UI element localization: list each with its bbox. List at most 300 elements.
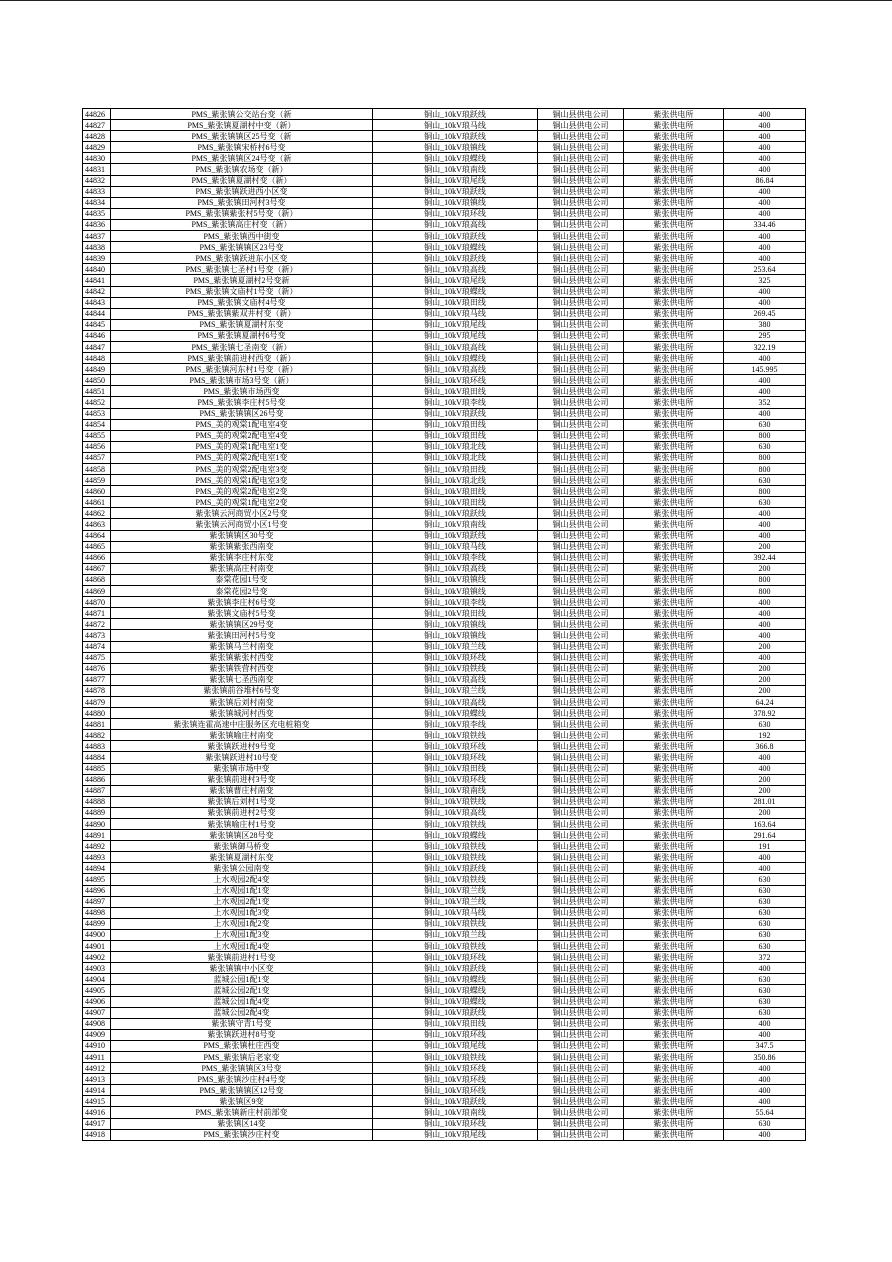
transformer-name-cell: 紫张镇镇区29号变: [111, 619, 373, 630]
page-top-rule: [0, 0, 892, 1]
table-row: [83, 530, 806, 541]
transformer-name-cell: 紫张镇夏湖村东变: [111, 852, 373, 863]
transformer-name-cell: 紫张镇后刘村南变: [111, 696, 373, 707]
row-id-cell: 44861: [83, 497, 111, 508]
row-id-cell: 44899: [83, 918, 111, 929]
station-cell: 紫张供电所: [624, 685, 724, 696]
capacity-cell: 400: [724, 752, 806, 763]
feeder-line-cell: 铜山_10kV琅蝶线: [373, 708, 538, 719]
capacity-cell: 400: [724, 120, 806, 131]
feeder-line-cell: 铜山_10kV琅田线: [373, 486, 538, 497]
feeder-line-cell: 铜山_10kV琅田线: [373, 763, 538, 774]
table-row: [83, 996, 806, 1007]
feeder-line-cell: 铜山_10kV琅尾线: [373, 1129, 538, 1140]
transformer-name-cell: 泰棠花园2号变: [111, 586, 373, 597]
row-id-cell: 44879: [83, 696, 111, 707]
station-cell: 紫张供电所: [624, 874, 724, 885]
company-cell: 铜山县供电公司: [538, 641, 624, 652]
company-cell: 铜山县供电公司: [538, 708, 624, 719]
capacity-cell: 400: [724, 530, 806, 541]
capacity-cell: 630: [724, 918, 806, 929]
row-id-cell: 44881: [83, 719, 111, 730]
company-cell: 铜山县供电公司: [538, 519, 624, 530]
feeder-line-cell: 铜山_10kV琅铁线: [373, 874, 538, 885]
feeder-line-cell: 铜山_10kV琅田线: [373, 1018, 538, 1029]
transformer-name-cell: PMS_紫张镇后老家变: [111, 1051, 373, 1062]
table-row: [83, 386, 806, 397]
feeder-line-cell: 铜山_10kV琅跃线: [373, 1096, 538, 1107]
company-cell: 铜山县供电公司: [538, 330, 624, 341]
station-cell: 紫张供电所: [624, 1074, 724, 1085]
station-cell: 紫张供电所: [624, 708, 724, 719]
capacity-cell: 372: [724, 952, 806, 963]
station-cell: 紫张供电所: [624, 996, 724, 1007]
row-id-cell: 44887: [83, 785, 111, 796]
transformer-name-cell: 紫张镇区9变: [111, 1096, 373, 1107]
row-id-cell: 44908: [83, 1018, 111, 1029]
station-cell: 紫张供电所: [624, 918, 724, 929]
company-cell: 铜山县供电公司: [538, 985, 624, 996]
station-cell: 紫张供电所: [624, 796, 724, 807]
row-id-cell: 44855: [83, 430, 111, 441]
station-cell: 紫张供电所: [624, 175, 724, 186]
feeder-line-cell: 铜山_10kV琅尾线: [373, 1040, 538, 1051]
transformer-name-cell: 紫张镇后刘村1号变: [111, 796, 373, 807]
station-cell: 紫张供电所: [624, 1096, 724, 1107]
company-cell: 铜山县供电公司: [538, 608, 624, 619]
station-cell: 紫张供电所: [624, 197, 724, 208]
row-id-cell: 44901: [83, 941, 111, 952]
company-cell: 铜山县供电公司: [538, 231, 624, 242]
feeder-line-cell: 铜山_10kV琅跃线: [373, 1007, 538, 1018]
feeder-line-cell: 铜山_10kV琅镇线: [373, 586, 538, 597]
station-cell: 紫张供电所: [624, 308, 724, 319]
station-cell: 紫张供电所: [624, 952, 724, 963]
row-id-cell: 44882: [83, 730, 111, 741]
capacity-cell: 630: [724, 985, 806, 996]
transformer-name-cell: PMS_紫张镇镇区26号变: [111, 408, 373, 419]
row-id-cell: 44916: [83, 1107, 111, 1118]
company-cell: 铜山县供电公司: [538, 286, 624, 297]
station-cell: 紫张供电所: [624, 253, 724, 264]
row-id-cell: 44907: [83, 1007, 111, 1018]
table-row: [83, 841, 806, 852]
feeder-line-cell: 铜山_10kV琅马线: [373, 541, 538, 552]
capacity-cell: 400: [724, 1129, 806, 1140]
transformer-name-cell: PMS_紫张镇高庄村变（新）: [111, 219, 373, 230]
station-cell: 紫张供电所: [624, 1029, 724, 1040]
capacity-cell: 200: [724, 685, 806, 696]
feeder-line-cell: 铜山_10kV琅田线: [373, 419, 538, 430]
transformer-name-cell: PMS_美的观棠2配电室1变: [111, 452, 373, 463]
station-cell: 紫张供电所: [624, 608, 724, 619]
transformer-name-cell: PMS_紫张镇沙庄村变: [111, 1129, 373, 1140]
transformer-name-cell: 蓝城公园2配1变: [111, 985, 373, 996]
transformer-name-cell: PMS_紫张镇文庙村1号变（新）: [111, 286, 373, 297]
transformer-name-cell: 上水观园1配3变: [111, 907, 373, 918]
station-cell: 紫张供电所: [624, 508, 724, 519]
feeder-line-cell: 铜山_10kV琅高线: [373, 674, 538, 685]
row-id-cell: 44843: [83, 297, 111, 308]
station-cell: 紫张供电所: [624, 752, 724, 763]
company-cell: 铜山县供电公司: [538, 785, 624, 796]
table-row: [83, 486, 806, 497]
transformer-name-cell: 紫张镇市场中变: [111, 763, 373, 774]
capacity-cell: 630: [724, 419, 806, 430]
table-row: [83, 142, 806, 153]
station-cell: 紫张供电所: [624, 441, 724, 452]
row-id-cell: 44913: [83, 1074, 111, 1085]
capacity-cell: 400: [724, 1018, 806, 1029]
transformer-name-cell: PMS_紫张镇沙庄村4号变: [111, 1074, 373, 1085]
row-id-cell: 44893: [83, 852, 111, 863]
feeder-line-cell: 铜山_10kV琅李线: [373, 597, 538, 608]
station-cell: 紫张供电所: [624, 929, 724, 940]
station-cell: 紫张供电所: [624, 574, 724, 585]
station-cell: 紫张供电所: [624, 1107, 724, 1118]
row-id-cell: 44852: [83, 397, 111, 408]
company-cell: 铜山县供电公司: [538, 197, 624, 208]
table-row: [83, 552, 806, 563]
company-cell: 铜山县供电公司: [538, 541, 624, 552]
row-id-cell: 44853: [83, 408, 111, 419]
table-row: [83, 730, 806, 741]
feeder-line-cell: 铜山_10kV琅田线: [373, 464, 538, 475]
table-row: [83, 109, 806, 120]
table-row: [83, 952, 806, 963]
capacity-cell: 800: [724, 574, 806, 585]
station-cell: 紫张供电所: [624, 630, 724, 641]
capacity-cell: 347.5: [724, 1040, 806, 1051]
row-id-cell: 44911: [83, 1051, 111, 1062]
table-row: [83, 1051, 806, 1062]
company-cell: 铜山县供电公司: [538, 364, 624, 375]
feeder-line-cell: 铜山_10kV琅田线: [373, 386, 538, 397]
row-id-cell: 44836: [83, 219, 111, 230]
capacity-cell: 400: [724, 375, 806, 386]
feeder-line-cell: 铜山_10kV琅蝶线: [373, 242, 538, 253]
transformer-name-cell: 紫张镇曹庄村南变: [111, 785, 373, 796]
transformer-name-cell: PMS_紫张镇夏湖村中变（新）: [111, 120, 373, 131]
feeder-line-cell: 铜山_10kV琅兰线: [373, 885, 538, 896]
company-cell: 铜山县供电公司: [538, 619, 624, 630]
capacity-cell: 400: [724, 386, 806, 397]
table-row: [83, 574, 806, 585]
company-cell: 铜山县供电公司: [538, 952, 624, 963]
feeder-line-cell: 铜山_10kV琅高线: [373, 219, 538, 230]
row-id-cell: 44827: [83, 120, 111, 131]
transformer-name-cell: PMS_紫张镇紫张村5号变（新）: [111, 208, 373, 219]
feeder-line-cell: 铜山_10kV琅铁线: [373, 941, 538, 952]
transformer-name-cell: PMS_紫张镇镇区24号变（新: [111, 153, 373, 164]
table-row: [83, 608, 806, 619]
capacity-cell: 400: [724, 186, 806, 197]
feeder-line-cell: 铜山_10kV琅跃线: [373, 253, 538, 264]
capacity-cell: 400: [724, 763, 806, 774]
table-row: [83, 974, 806, 985]
table-row: [83, 375, 806, 386]
transformer-name-cell: PMS_紫张镇市场3号变（新）: [111, 375, 373, 386]
transformer-name-cell: PMS_紫张镇紫双井村变（新）: [111, 308, 373, 319]
feeder-line-cell: 铜山_10kV琅李线: [373, 719, 538, 730]
transformer-name-cell: PMS_紫张镇夏湖村6号变: [111, 330, 373, 341]
table-row: [83, 874, 806, 885]
station-cell: 紫张供电所: [624, 1007, 724, 1018]
transformer-name-cell: PMS_紫张镇镇区3号变: [111, 1063, 373, 1074]
station-cell: 紫张供电所: [624, 497, 724, 508]
capacity-cell: 800: [724, 486, 806, 497]
row-id-cell: 44846: [83, 330, 111, 341]
row-id-cell: 44865: [83, 541, 111, 552]
table-row: [83, 1074, 806, 1085]
company-cell: 铜山县供电公司: [538, 441, 624, 452]
table-row: [83, 685, 806, 696]
station-cell: 紫张供电所: [624, 142, 724, 153]
transformer-name-cell: 紫张镇喻庄村南变: [111, 730, 373, 741]
capacity-cell: 325: [724, 275, 806, 286]
row-id-cell: 44847: [83, 341, 111, 352]
station-cell: 紫张供电所: [624, 186, 724, 197]
feeder-line-cell: 铜山_10kV琅北线: [373, 441, 538, 452]
company-cell: 铜山县供电公司: [538, 597, 624, 608]
table-row: [83, 541, 806, 552]
station-cell: 紫张供电所: [624, 486, 724, 497]
transformer-name-cell: 紫张镇跃进村8号变: [111, 1029, 373, 1040]
company-cell: 铜山县供电公司: [538, 819, 624, 830]
company-cell: 铜山县供电公司: [538, 208, 624, 219]
row-id-cell: 44912: [83, 1063, 111, 1074]
company-cell: 铜山县供电公司: [538, 841, 624, 852]
capacity-cell: 400: [724, 142, 806, 153]
table-row: [83, 630, 806, 641]
station-cell: 紫张供电所: [624, 941, 724, 952]
station-cell: 紫张供电所: [624, 153, 724, 164]
company-cell: 铜山县供电公司: [538, 242, 624, 253]
transformer-name-cell: 紫张镇李庄村东变: [111, 552, 373, 563]
row-id-cell: 44854: [83, 419, 111, 430]
transformer-name-cell: 紫张镇铁营村西变: [111, 663, 373, 674]
table-row: [83, 774, 806, 785]
station-cell: 紫张供电所: [624, 286, 724, 297]
feeder-line-cell: 铜山_10kV琅跃线: [373, 109, 538, 120]
station-cell: 紫张供电所: [624, 907, 724, 918]
table-row: [83, 652, 806, 663]
station-cell: 紫张供电所: [624, 319, 724, 330]
company-cell: 铜山县供电公司: [538, 852, 624, 863]
company-cell: 铜山县供电公司: [538, 120, 624, 131]
capacity-cell: 630: [724, 907, 806, 918]
feeder-line-cell: 铜山_10kV琅环线: [373, 1074, 538, 1085]
station-cell: 紫张供电所: [624, 530, 724, 541]
station-cell: 紫张供电所: [624, 774, 724, 785]
table-row: [83, 807, 806, 818]
transformer-name-cell: 紫张镇守青1号变: [111, 1018, 373, 1029]
row-id-cell: 44905: [83, 985, 111, 996]
table-row: [83, 364, 806, 375]
feeder-line-cell: 铜山_10kV琅跃线: [373, 963, 538, 974]
transformer-name-cell: PMS_紫张镇河东村1号变（新）: [111, 364, 373, 375]
transformer-name-cell: 上水观园1配1变: [111, 885, 373, 896]
table-row: [83, 708, 806, 719]
company-cell: 铜山县供电公司: [538, 941, 624, 952]
row-id-cell: 44835: [83, 208, 111, 219]
feeder-line-cell: 铜山_10kV琅高线: [373, 696, 538, 707]
capacity-cell: 400: [724, 852, 806, 863]
station-cell: 紫张供电所: [624, 1118, 724, 1129]
feeder-line-cell: 铜山_10kV琅尾线: [373, 319, 538, 330]
capacity-cell: 400: [724, 1085, 806, 1096]
spreadsheet-area: [82, 108, 806, 1141]
station-cell: 紫张供电所: [624, 719, 724, 730]
row-id-cell: 44856: [83, 441, 111, 452]
capacity-cell: 400: [724, 652, 806, 663]
transformer-name-cell: 紫张镇跃进村9号变: [111, 741, 373, 752]
capacity-cell: 400: [724, 508, 806, 519]
capacity-cell: 253.64: [724, 264, 806, 275]
feeder-line-cell: 铜山_10kV琅高线: [373, 563, 538, 574]
capacity-cell: 630: [724, 896, 806, 907]
station-cell: 紫张供电所: [624, 297, 724, 308]
company-cell: 铜山县供电公司: [538, 874, 624, 885]
station-cell: 紫张供电所: [624, 120, 724, 131]
table-row: [83, 264, 806, 275]
company-cell: 铜山县供电公司: [538, 830, 624, 841]
feeder-line-cell: 铜山_10kV琅环线: [373, 652, 538, 663]
capacity-cell: 400: [724, 197, 806, 208]
table-row: [83, 1018, 806, 1029]
company-cell: 铜山县供电公司: [538, 586, 624, 597]
row-id-cell: 44915: [83, 1096, 111, 1107]
table-row: [83, 275, 806, 286]
table-row: [83, 852, 806, 863]
transformer-name-cell: 上水观园2配4变: [111, 874, 373, 885]
feeder-line-cell: 铜山_10kV琅李线: [373, 397, 538, 408]
station-cell: 紫张供电所: [624, 819, 724, 830]
row-id-cell: 44834: [83, 197, 111, 208]
feeder-line-cell: 铜山_10kV琅环线: [373, 752, 538, 763]
station-cell: 紫张供电所: [624, 807, 724, 818]
station-cell: 紫张供电所: [624, 597, 724, 608]
capacity-cell: 200: [724, 774, 806, 785]
transformer-name-cell: PMS_紫张镇前进村西变（新）: [111, 353, 373, 364]
table-row: [83, 663, 806, 674]
station-cell: 紫张供电所: [624, 741, 724, 752]
transformer-name-cell: 紫张镇御马桥变: [111, 841, 373, 852]
capacity-cell: 269.45: [724, 308, 806, 319]
station-cell: 紫张供电所: [624, 885, 724, 896]
capacity-cell: 630: [724, 719, 806, 730]
table-row: [83, 597, 806, 608]
station-cell: 紫张供电所: [624, 674, 724, 685]
feeder-line-cell: 铜山_10kV琅蝶线: [373, 353, 538, 364]
row-id-cell: 44885: [83, 763, 111, 774]
feeder-line-cell: 铜山_10kV琅环线: [373, 774, 538, 785]
row-id-cell: 44860: [83, 486, 111, 497]
feeder-line-cell: 铜山_10kV琅高线: [373, 264, 538, 275]
company-cell: 铜山县供电公司: [538, 907, 624, 918]
feeder-line-cell: 铜山_10kV琅尾线: [373, 275, 538, 286]
table-row: [83, 330, 806, 341]
station-cell: 紫张供电所: [624, 663, 724, 674]
table-row: [83, 131, 806, 142]
row-id-cell: 44906: [83, 996, 111, 1007]
row-id-cell: 44874: [83, 641, 111, 652]
transformer-name-cell: PMS_紫张镇西中街变: [111, 231, 373, 242]
feeder-line-cell: 铜山_10kV琅环线: [373, 741, 538, 752]
feeder-line-cell: 铜山_10kV琅兰线: [373, 896, 538, 907]
row-id-cell: 44837: [83, 231, 111, 242]
capacity-cell: 200: [724, 563, 806, 574]
capacity-cell: 400: [724, 297, 806, 308]
table-row: [83, 752, 806, 763]
transformer-name-cell: PMS_紫张镇镇区12号变: [111, 1085, 373, 1096]
transformer-name-cell: 紫张镇紫张村西变: [111, 652, 373, 663]
company-cell: 铜山县供电公司: [538, 153, 624, 164]
capacity-cell: 400: [724, 1096, 806, 1107]
table-row: [83, 863, 806, 874]
transformer-name-cell: PMS_紫张镇夏湖村变（新）: [111, 175, 373, 186]
transformer-name-cell: PMS_美的观棠2配电室2变: [111, 486, 373, 497]
company-cell: 铜山县供电公司: [538, 164, 624, 175]
feeder-line-cell: 铜山_10kV琅田线: [373, 608, 538, 619]
row-id-cell: 44833: [83, 186, 111, 197]
transformer-name-cell: 紫张镇紫张西南变: [111, 541, 373, 552]
table-row: [83, 341, 806, 352]
table-row: [83, 164, 806, 175]
row-id-cell: 44859: [83, 475, 111, 486]
capacity-cell: 800: [724, 464, 806, 475]
feeder-line-cell: 铜山_10kV琅镇线: [373, 142, 538, 153]
row-id-cell: 44868: [83, 574, 111, 585]
transformer-name-cell: 蓝城公园1配4变: [111, 996, 373, 1007]
capacity-cell: 400: [724, 164, 806, 175]
row-id-cell: 44877: [83, 674, 111, 685]
company-cell: 铜山县供电公司: [538, 297, 624, 308]
capacity-cell: 630: [724, 996, 806, 1007]
transformer-name-cell: PMS_紫张镇杜庄西变: [111, 1040, 373, 1051]
table-row: [83, 208, 806, 219]
table-row: [83, 319, 806, 330]
table-row: [83, 896, 806, 907]
feeder-line-cell: 铜山_10kV琅蝶线: [373, 996, 538, 1007]
station-cell: 紫张供电所: [624, 353, 724, 364]
transformer-name-cell: 紫张镇区14变: [111, 1118, 373, 1129]
feeder-line-cell: 铜山_10kV琅铁线: [373, 852, 538, 863]
company-cell: 铜山县供电公司: [538, 264, 624, 275]
feeder-line-cell: 铜山_10kV琅环线: [373, 1063, 538, 1074]
row-id-cell: 44918: [83, 1129, 111, 1140]
company-cell: 铜山县供电公司: [538, 796, 624, 807]
transformer-name-cell: 紫张镇公园南变: [111, 863, 373, 874]
table-body: [83, 109, 806, 1141]
row-id-cell: 44872: [83, 619, 111, 630]
feeder-line-cell: 铜山_10kV琅马线: [373, 308, 538, 319]
capacity-cell: 400: [724, 353, 806, 364]
company-cell: 铜山县供电公司: [538, 719, 624, 730]
table-row: [83, 441, 806, 452]
company-cell: 铜山县供电公司: [538, 685, 624, 696]
capacity-cell: 200: [724, 807, 806, 818]
row-id-cell: 44898: [83, 907, 111, 918]
station-cell: 紫张供电所: [624, 1085, 724, 1096]
feeder-line-cell: 铜山_10kV琅跃线: [373, 408, 538, 419]
capacity-cell: 55.64: [724, 1107, 806, 1118]
capacity-cell: 334.46: [724, 219, 806, 230]
transformer-name-cell: 上水观园1配2变: [111, 918, 373, 929]
capacity-cell: 400: [724, 253, 806, 264]
company-cell: 铜山县供电公司: [538, 730, 624, 741]
feeder-line-cell: 铜山_10kV琅田线: [373, 430, 538, 441]
